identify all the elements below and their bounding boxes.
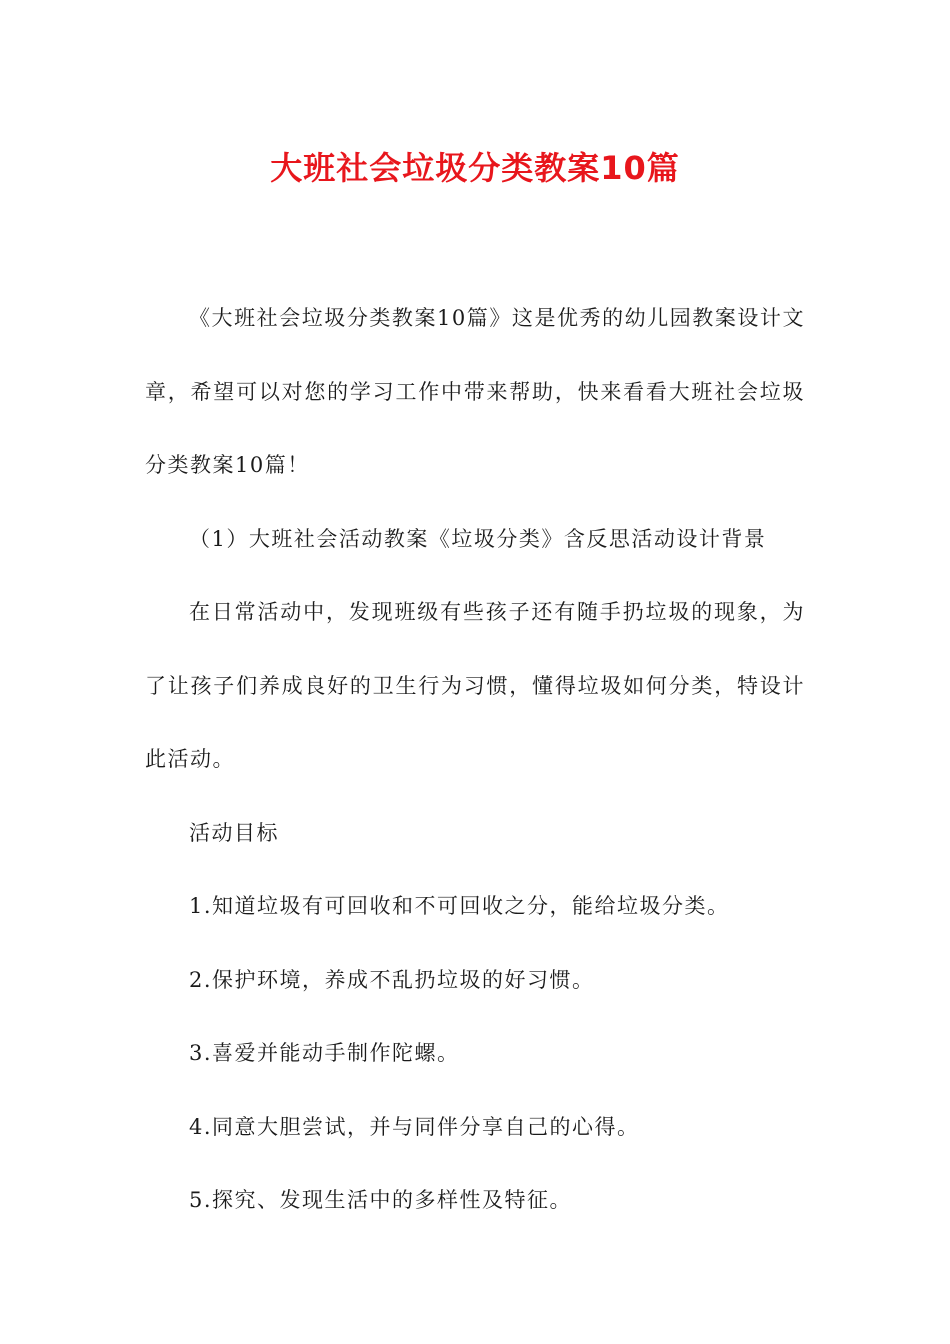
objective-item-2: 2.保护环境，养成不乱扔垃圾的好习惯。 xyxy=(189,967,595,992)
objective-item-5: 5.探究、发现生活中的多样性及特征。 xyxy=(189,1188,573,1212)
intro-paragraph: 《大班社会垃圾分类教案10篇》这是优秀的幼儿园教案设计文章，希望可以对您的学习工作中带来帮助，快来看看大班社会垃圾分类教案10篇！ xyxy=(145,306,805,477)
objective-item-4: 4.同意大胆尝试，并与同伴分享自己的心得。 xyxy=(189,1114,640,1139)
objectives-heading: 活动目标 xyxy=(189,820,279,845)
objective-item-1: 1.知道垃圾有可回收和不可回收之分，能给垃圾分类。 xyxy=(189,894,730,918)
document-body xyxy=(145,282,805,1238)
objective-item-3: 3.喜爱并能动手制作陀螺。 xyxy=(189,1041,460,1065)
background-paragraph: 在日常活动中，发现班级有些孩子还有随手扔垃圾的现象，为了让孩子们养成良好的卫生行为习惯，懂得垃圾如何分类，特设计此活动。 xyxy=(145,600,805,771)
section-heading: （1）大班社会活动教案《垃圾分类》含反思活动设计背景 xyxy=(189,526,767,551)
document-title: 大班社会垃圾分类教案10篇 xyxy=(270,149,680,187)
